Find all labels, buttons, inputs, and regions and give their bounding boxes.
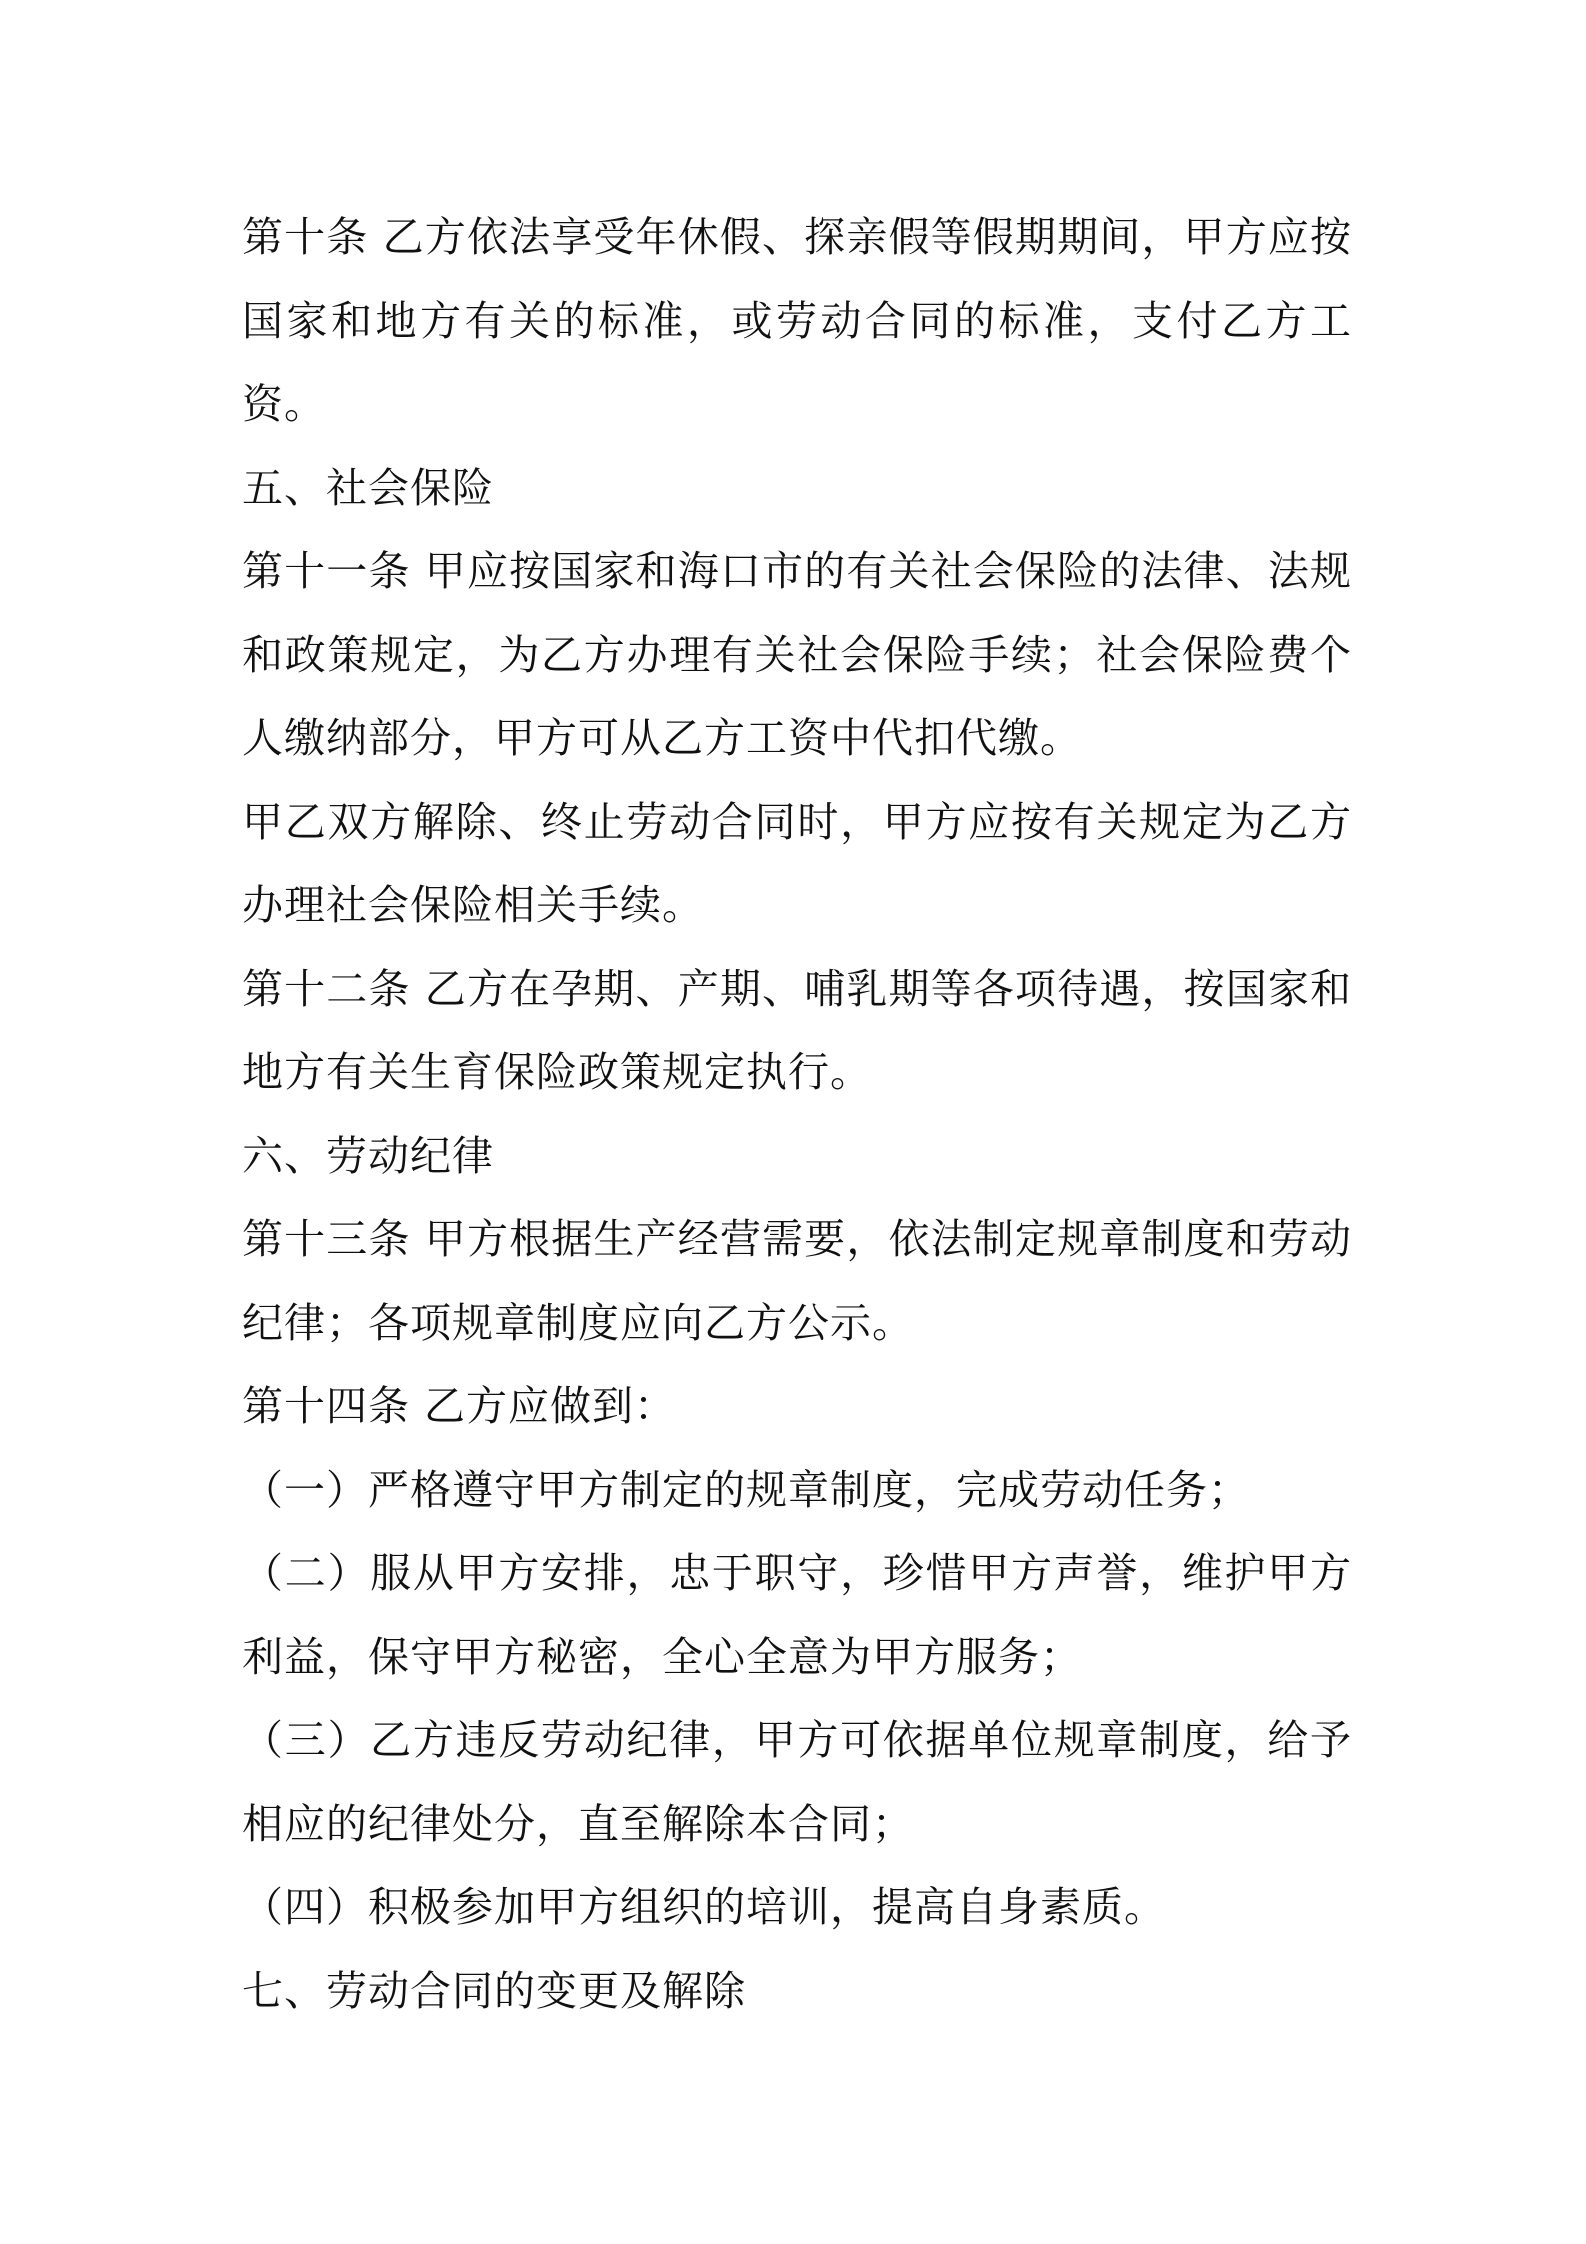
article-13: 第十三条 甲方根据生产经营需要，依法制定规章制度和劳动纪律；各项规章制度应向乙方公示。	[242, 1215, 1352, 1347]
article-14-item-4: （四）积极参加甲方组织的培训，提高自身素质。	[242, 1883, 1166, 1931]
section-heading-contract-change: 七、劳动合同的变更及解除	[242, 1966, 746, 2015]
article-14-item-3: （三）乙方违反劳动纪律，甲方可依据单位规章制度，给予相应的纪律处分，直至解除本合同；	[242, 1716, 1352, 1848]
article-11-continued: 甲乙双方解除、终止劳动合同时，甲方应按有关规定为乙方办理社会保险相关手续。	[242, 797, 1352, 929]
article-10: 第十条 乙方依法享受年休假、探亲假等假期期间，甲方应按国家和地方有关的标准，或劳动合同的标准，支付乙方工资。	[242, 213, 1352, 428]
article-14-item-1: （一）严格遵守甲方制定的规章制度，完成劳动任务；	[242, 1465, 1250, 1514]
article-14-item-2: （二）服从甲方安排，忠于职守，珍惜甲方声誉，维护甲方利益，保守甲方秘密，全心全意为甲方服务；	[242, 1549, 1352, 1681]
article-14: 第十四条 乙方应做到：	[242, 1382, 677, 1430]
section-heading-labor-discipline: 六、劳动纪律	[242, 1131, 494, 1180]
article-11: 第十一条 甲应按国家和海口市的有关社会保险的法律、法规和政策规定，为乙方办理有关社会保险手续；社会保险费个人缴纳部分，甲方可从乙方工资中代扣代缴。	[242, 547, 1352, 762]
document-body	[242, 196, 1352, 2033]
section-heading-social-insurance: 五、社会保险	[242, 463, 494, 512]
article-12: 第十二条 乙方在孕期、产期、哺乳期等各项待遇，按国家和地方有关生育保险政策规定执行。	[242, 964, 1352, 1096]
